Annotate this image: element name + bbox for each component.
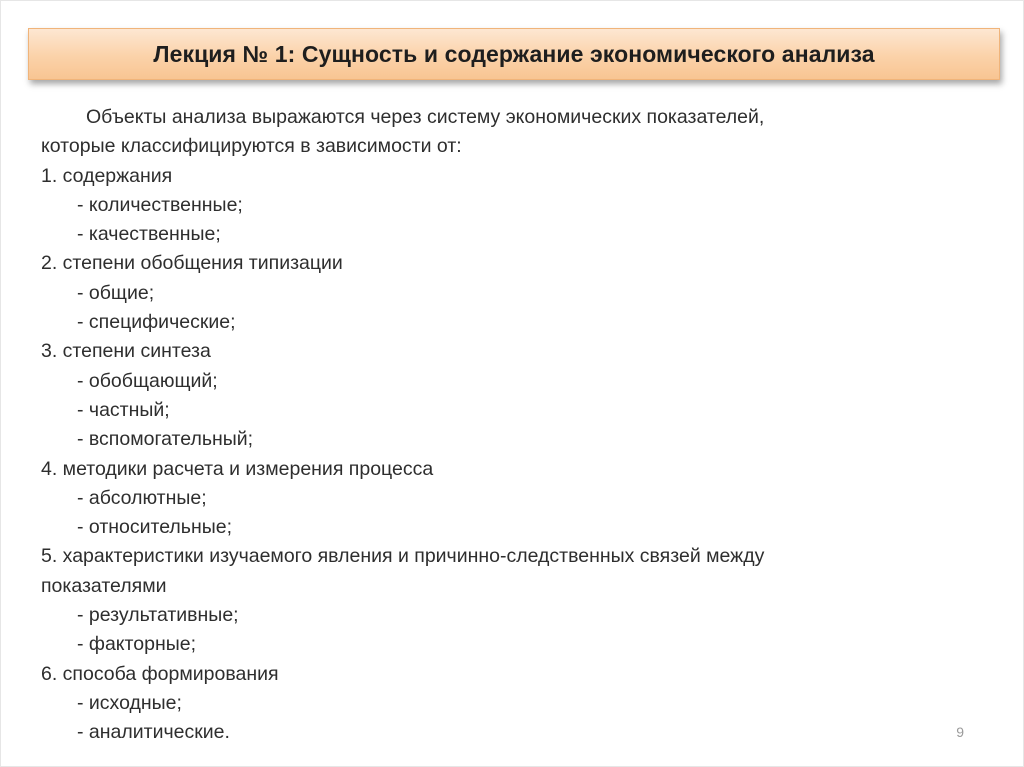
list-item: - количественные; [77, 193, 243, 216]
list-item: - факторные; [77, 633, 196, 656]
group-heading-5-continued: показателями [41, 574, 167, 597]
intro-line-2: которые классифицируются в зависимости от: [41, 135, 462, 158]
list-item: - абсолютные; [77, 486, 207, 509]
list-item: - относительные; [77, 516, 233, 539]
group-heading-4: 4. методики расчета и измерения процесса [41, 457, 434, 480]
page-number: 9 [956, 724, 964, 740]
group-heading-1: 1. содержания [41, 164, 173, 187]
list-item: - аналитические. [77, 721, 230, 744]
list-item: - специфические; [77, 311, 236, 334]
list-item: - качественные; [77, 223, 221, 246]
slide-title-bar [28, 28, 1000, 80]
slide-body [41, 103, 991, 748]
intro-line-1: Объекты анализа выражаются через систему экономических показателей, [86, 106, 765, 128]
group-heading-3: 3. степени синтеза [41, 340, 211, 363]
group-heading-2: 2. степени обобщения типизации [41, 252, 343, 275]
group-heading-6: 6. способа формирования [41, 662, 279, 685]
group-heading-5: 5. характеристики изучаемого явления и причинно-следственных связей между [41, 545, 765, 568]
slide-title: Лекция № 1: Сущность и содержание экономического анализа [153, 40, 875, 67]
list-item: - вспомогательный; [77, 428, 254, 451]
list-item: - общие; [77, 281, 155, 304]
list-item: - исходные; [77, 691, 182, 714]
list-item: - частный; [77, 398, 170, 421]
list-item: - результативные; [77, 604, 239, 627]
list-item: - обобщающий; [77, 369, 218, 392]
